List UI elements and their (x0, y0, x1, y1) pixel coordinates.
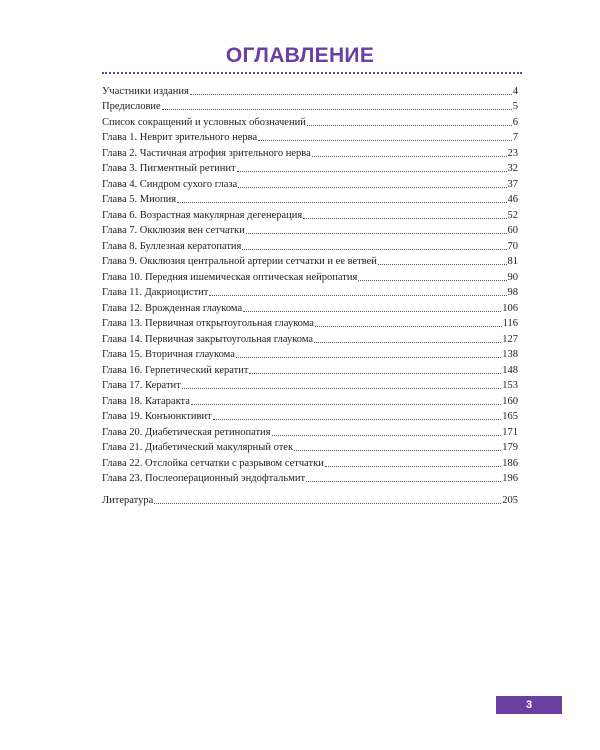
dot-leader (358, 280, 506, 281)
toc-entry-title: Глава 7. Окклюзия вен сетчатки (102, 225, 245, 236)
toc-entry[interactable] (102, 330, 518, 346)
dot-leader (154, 503, 501, 504)
toc-entry-title: Глава 12. Врожденная глаукома (102, 302, 243, 314)
dot-leader (312, 156, 507, 157)
toc-entry-title: Глава 5. Миопия (102, 194, 177, 205)
toc-entry[interactable] (102, 237, 518, 253)
toc-entry-title: Глава 6. Возрастная макулярная дегенерация (102, 209, 303, 221)
toc-entry-title: Глава 22. Отслойка сетчатки с разрывом сетчатки (102, 457, 324, 469)
toc-entry[interactable] (102, 470, 518, 486)
dot-leader (209, 295, 506, 296)
dot-leader (306, 481, 501, 482)
toc-entry[interactable] (102, 222, 518, 238)
title-divider (102, 72, 522, 74)
toc-entry[interactable] (102, 82, 518, 98)
toc-entry-title: Глава 18. Катаракта (102, 395, 190, 407)
toc-entry-title: Глава 4. Синдром сухого глаза (102, 178, 238, 190)
toc-entry[interactable] (102, 206, 518, 222)
toc-entry-title: Участники издания (102, 85, 189, 97)
toc-entry-title: Глава 13. Первичная открытоугольная глаукома (102, 318, 314, 329)
toc-entry-title: Глава 3. Пигментный ретинит (102, 163, 236, 174)
toc-entry-title: Глава 11. Дакриоцистит (102, 287, 209, 298)
toc-entry[interactable] (102, 346, 518, 362)
toc-entry-page: 90 (507, 271, 518, 283)
toc-entry[interactable] (102, 491, 518, 507)
toc-entry-page: 153 (502, 380, 518, 391)
dot-leader (213, 419, 502, 420)
toc-entry-title: Глава 14. Первичная закрытоугольная глаукома (102, 333, 314, 345)
toc-entry[interactable] (102, 377, 518, 393)
toc-entry-page: 160 (502, 395, 518, 407)
toc-entry[interactable] (102, 361, 518, 377)
toc-entry[interactable] (102, 454, 518, 470)
toc-entry-page: 6 (512, 116, 518, 128)
page-title: ОГЛАВЛЕНИЕ (225, 44, 375, 67)
toc-entry-page: 116 (502, 318, 518, 329)
dot-leader (191, 404, 501, 405)
toc-entry-page: 70 (507, 240, 518, 252)
toc-entry-page: 171 (502, 426, 518, 438)
dot-leader (190, 94, 512, 95)
toc-entry-page: 98 (507, 287, 518, 298)
toc-entry[interactable] (102, 268, 518, 284)
dot-leader (237, 171, 507, 172)
dot-leader (272, 435, 502, 436)
dot-leader (307, 125, 512, 126)
toc-entry[interactable] (102, 175, 518, 191)
dot-leader (303, 218, 506, 219)
toc-entry[interactable] (102, 423, 518, 439)
toc-entry-title: Глава 23. Послеоперационный эндофтальмит (102, 473, 306, 484)
toc-entry[interactable] (102, 315, 518, 331)
dot-leader (242, 249, 506, 250)
toc-entry-title: Глава 21. Диабетический макулярный отек (102, 442, 294, 453)
table-of-contents (102, 82, 518, 507)
dot-leader (236, 357, 501, 358)
toc-entry-page: 5 (512, 101, 518, 112)
toc-entry-page: 46 (507, 194, 518, 205)
toc-entry-title: Глава 9. Окклюзия центральной артерии сетчатки и ее ветвей (102, 256, 377, 267)
toc-entry[interactable] (102, 299, 518, 315)
toc-entry-page: 186 (502, 457, 518, 469)
toc-entry-page: 138 (502, 349, 518, 360)
dot-leader (162, 109, 512, 110)
dot-leader (258, 140, 512, 141)
toc-entry-title: Глава 15. Вторичная глаукома (102, 349, 235, 360)
toc-entry-title: Глава 8. Буллезная кератопатия (102, 240, 242, 252)
toc-entry-title: Глава 17. Кератит (102, 380, 181, 391)
toc-entry-page: 148 (502, 364, 518, 376)
toc-entry-title: Глава 20. Диабетическая ретинопатия (102, 426, 271, 438)
toc-entry[interactable] (102, 439, 518, 455)
dot-leader (246, 233, 507, 234)
dot-leader (249, 373, 501, 374)
toc-entry[interactable] (102, 253, 518, 269)
toc-entry-page: 32 (507, 163, 518, 174)
toc-entry-page: 106 (502, 302, 518, 314)
toc-entry[interactable] (102, 129, 518, 145)
toc-entry-page: 37 (507, 178, 518, 190)
toc-entry-title: Список сокращений и условных обозначений (102, 116, 306, 128)
toc-entry-title: Глава 16. Герпетический кератит (102, 364, 249, 376)
toc-entry-title: Глава 10. Передняя ишемическая оптическая нейропатия (102, 271, 358, 283)
toc-entry[interactable] (102, 408, 518, 424)
toc-entry-page: 23 (507, 147, 518, 159)
toc-entry[interactable] (102, 284, 518, 300)
toc-entry-title: Предисловие (102, 101, 161, 112)
toc-entry-title: Глава 1. Неврит зрительного нерва (102, 132, 258, 143)
dot-leader (182, 388, 502, 389)
toc-entry-title: Глава 19. Конъюнктивит (102, 411, 212, 422)
toc-entry[interactable] (102, 191, 518, 207)
dot-leader (294, 450, 501, 451)
toc-entry[interactable] (102, 160, 518, 176)
toc-entry-title: Литература (102, 494, 154, 506)
toc-entry-page: 4 (512, 85, 518, 97)
dot-leader (314, 342, 501, 343)
toc-entry-page: 205 (502, 494, 518, 506)
toc-entry-page: 179 (502, 442, 518, 453)
page-number-tab: 3 (496, 696, 562, 714)
toc-entry-page: 7 (512, 132, 518, 143)
dot-leader (177, 202, 506, 203)
dot-leader (378, 264, 507, 265)
dot-leader (243, 311, 501, 312)
toc-entry[interactable] (102, 144, 518, 160)
toc-entry-page: 60 (507, 225, 518, 236)
toc-entry-page: 165 (502, 411, 518, 422)
toc-entry[interactable] (102, 392, 518, 408)
toc-entry-title: Глава 2. Частичная атрофия зрительного нерва (102, 147, 311, 159)
toc-entry-page: 127 (502, 333, 518, 345)
dot-leader (315, 326, 502, 327)
dot-leader (238, 187, 506, 188)
toc-entry-page: 81 (507, 256, 518, 267)
toc-entry-page: 196 (502, 473, 518, 484)
toc-entry[interactable] (102, 113, 518, 129)
toc-entry[interactable] (102, 98, 518, 114)
dot-leader (325, 466, 501, 467)
toc-entry-page: 52 (507, 209, 518, 221)
